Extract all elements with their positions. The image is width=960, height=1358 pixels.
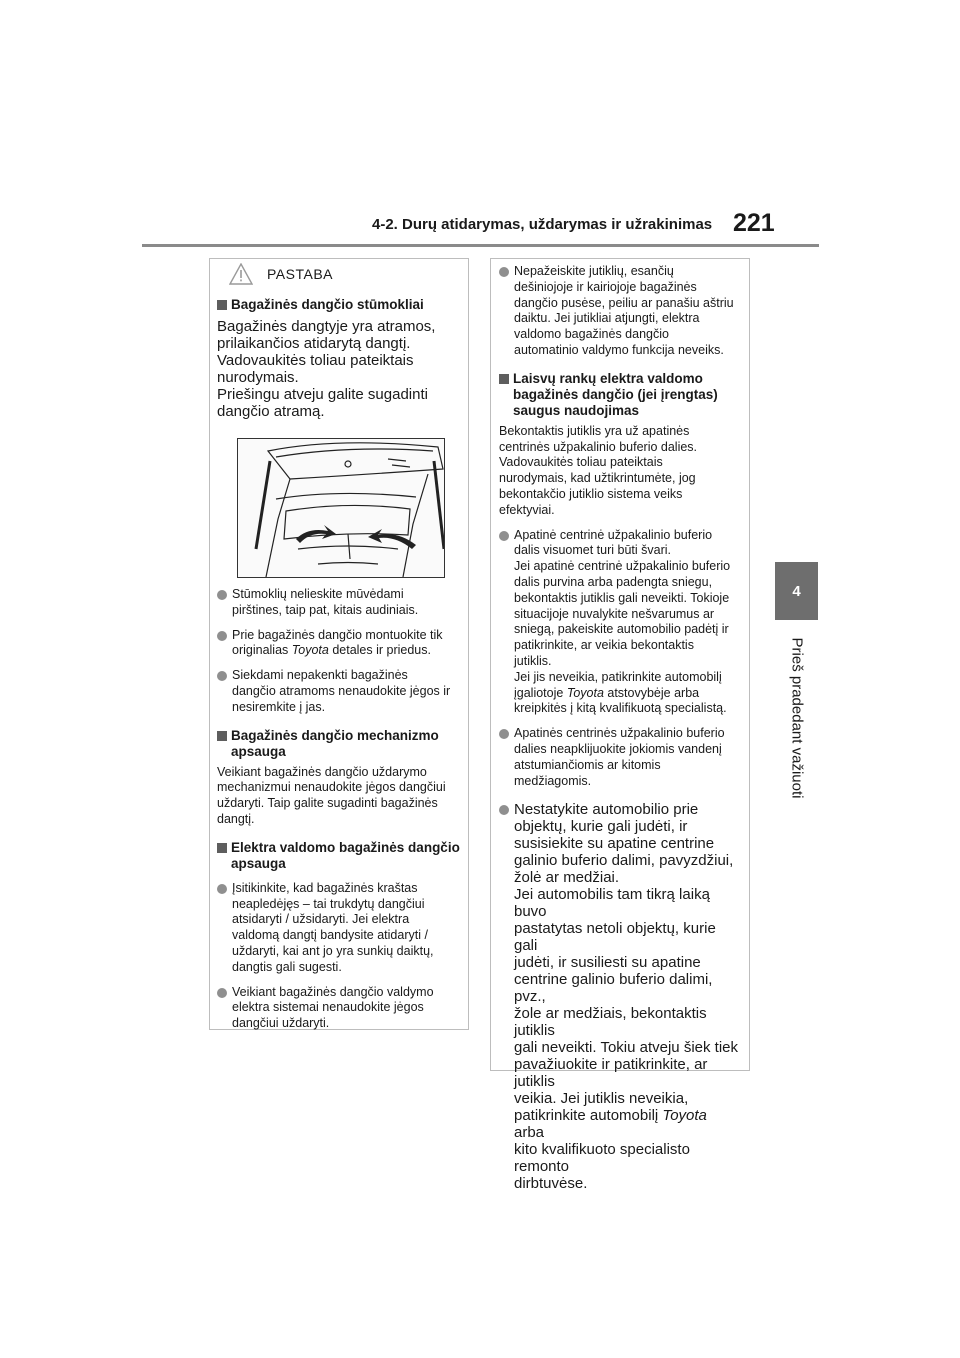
bullet-dot-icon	[217, 631, 227, 641]
header-rule	[142, 244, 819, 247]
square-bullet-icon	[217, 300, 227, 310]
section-text: Bagažinės dangtyje yra atramos, prilaikančios atidarytą dangtį. Vadovaukitės toliau pateiktais nurodymais. Priešingu atveju galite sugadinti dangčio atramą.	[217, 318, 436, 420]
bullet-dot-icon	[499, 805, 509, 815]
list-item: Stūmoklių nelieskite mūvėdami pirštines, taip pat, kitais audiniais.	[217, 587, 460, 619]
section-title: 4-2. Durų atidarymas, uždarymas ir užrakinimas	[372, 216, 713, 233]
list-item: Veikiant bagažinės dangčio valdymo elektra sistemai nenaudokite jėgos dangčiui uždaryti.	[217, 985, 460, 1032]
warning-triangle-icon	[229, 263, 253, 285]
caution-label: PASTABA	[267, 266, 334, 282]
list-item: Siekdami nepakenkti bagažinės dangčio atramoms nenaudokite jėgos ir nesiremkite į jas.	[217, 668, 460, 715]
list-item: Apatinė centrinė užpakalinio buferio dalis visuomet turi būti švari. Jei apatinė centrinė užpakalinio buferio dalis purvina arba padengta sniegu, bekontaktis jutiklis gali neveikti. Tokioje situacijoje nuvalykite nešvarumus ar sniegą, pakeiskite automobilio padėtį ir patikrinkite, ar veikia bekontaktis jutiklis. Jei jis neveikia, patikrinkite automobilį įgaliotoje Toyota atstovybėje arba kreipkitės į kitą kvalifikuotą specialistą.	[499, 528, 741, 718]
caution-box-right	[490, 258, 750, 1193]
section-text: Bekontaktis jutiklis yra už apatinės centrinės užpakalinio buferio dalies. Vadovaukitės toliau pateiktais nurodymais, kad užtikrintumėte, jog bekontakčio jutiklio sistema veiks efektyviai.	[499, 423, 698, 517]
list-item: Nestatykite automobilio prie objektų, kurie gali judėti, ir susisiekite su apatine centrine galinio buferio dalimi, pavyzdžiui, žolė ar medžiai. Jei automobilis tam tikrą laiką buvo pastatytas netoli objektų, kurie gali judėti, ir susiliesti su apatine centrine galinio buferio dalimi, pvz., žole ar medžiais, bekontaktis jutiklis gali neveikti. Tokiu atveju šiek tiek pavažiuokite ir patikrinkite, ar jutiklis veikia. Jei jutiklis neveikia, patikrinkite automobilį Toyota arba kito kvalifikuoto specialisto remonto dirbtuvėse.	[499, 801, 741, 1192]
caution-box-left	[209, 258, 469, 1030]
bullet-dot-icon	[217, 884, 227, 894]
section-heading: Bagažinės dangčio stūmokliai	[217, 297, 460, 313]
list-item: Apatinės centrinės užpakalinio buferio dalies neapklijuokite jokiomis vandenį atstumiančiomis ar kitomis medžiagomis.	[499, 726, 741, 789]
tailgate-illustration	[237, 438, 445, 578]
chapter-tab-number: 4	[792, 582, 801, 600]
chapter-label: Prieš pradedant važiuoti	[788, 637, 806, 799]
page-number: 221	[733, 209, 775, 237]
caution-header	[229, 259, 460, 289]
bullet-dot-icon	[499, 531, 509, 541]
section-heading: Elektra valdomo bagažinės dangčio apsauga	[217, 840, 460, 872]
list-item: Nepažeiskite jutiklių, esančių dešiniojoje ir kairiojoje bagažinės dangčio pusėse, peiliu ar panašiu aštriu daiktu. Jei jutikliai atjungti, elektra valdomo bagažinės dangčio automatinio valdymo funkcija neveiks.	[499, 264, 741, 359]
list-item: Įsitikinkite, kad bagažinės kraštas neapledėjęs – tai trukdytų dangčiui atsidaryti / užsidaryti. Jei elektra valdomą dangtį bandysite atidaryti / uždaryti, kai ant jo yra sunkių daiktų, dangtis gali sugesti.	[217, 881, 460, 976]
bullet-dot-icon	[217, 988, 227, 998]
square-bullet-icon	[499, 374, 509, 384]
list-item: Prie bagažinės dangčio montuokite tik originalias Toyota detales ir priedus.	[217, 628, 460, 660]
section-text: Veikiant bagažinės dangčio uždarymo mechanizmui nenaudokite jėgos dangčiui uždaryti. Taip galite sugadinti bagažinės dangtį.	[217, 764, 446, 826]
bullet-dot-icon	[499, 729, 509, 739]
bullet-dot-icon	[217, 590, 227, 600]
bullet-dot-icon	[217, 671, 227, 681]
square-bullet-icon	[217, 731, 227, 741]
section-heading: Laisvų rankų elektra valdomo bagažinės dangčio (jei įrengtas) saugus naudojimas	[499, 371, 741, 419]
section-heading: Bagažinės dangčio mechanizmo apsauga	[217, 728, 460, 760]
bullet-dot-icon	[499, 267, 509, 277]
chapter-tab	[775, 562, 818, 620]
square-bullet-icon	[217, 843, 227, 853]
